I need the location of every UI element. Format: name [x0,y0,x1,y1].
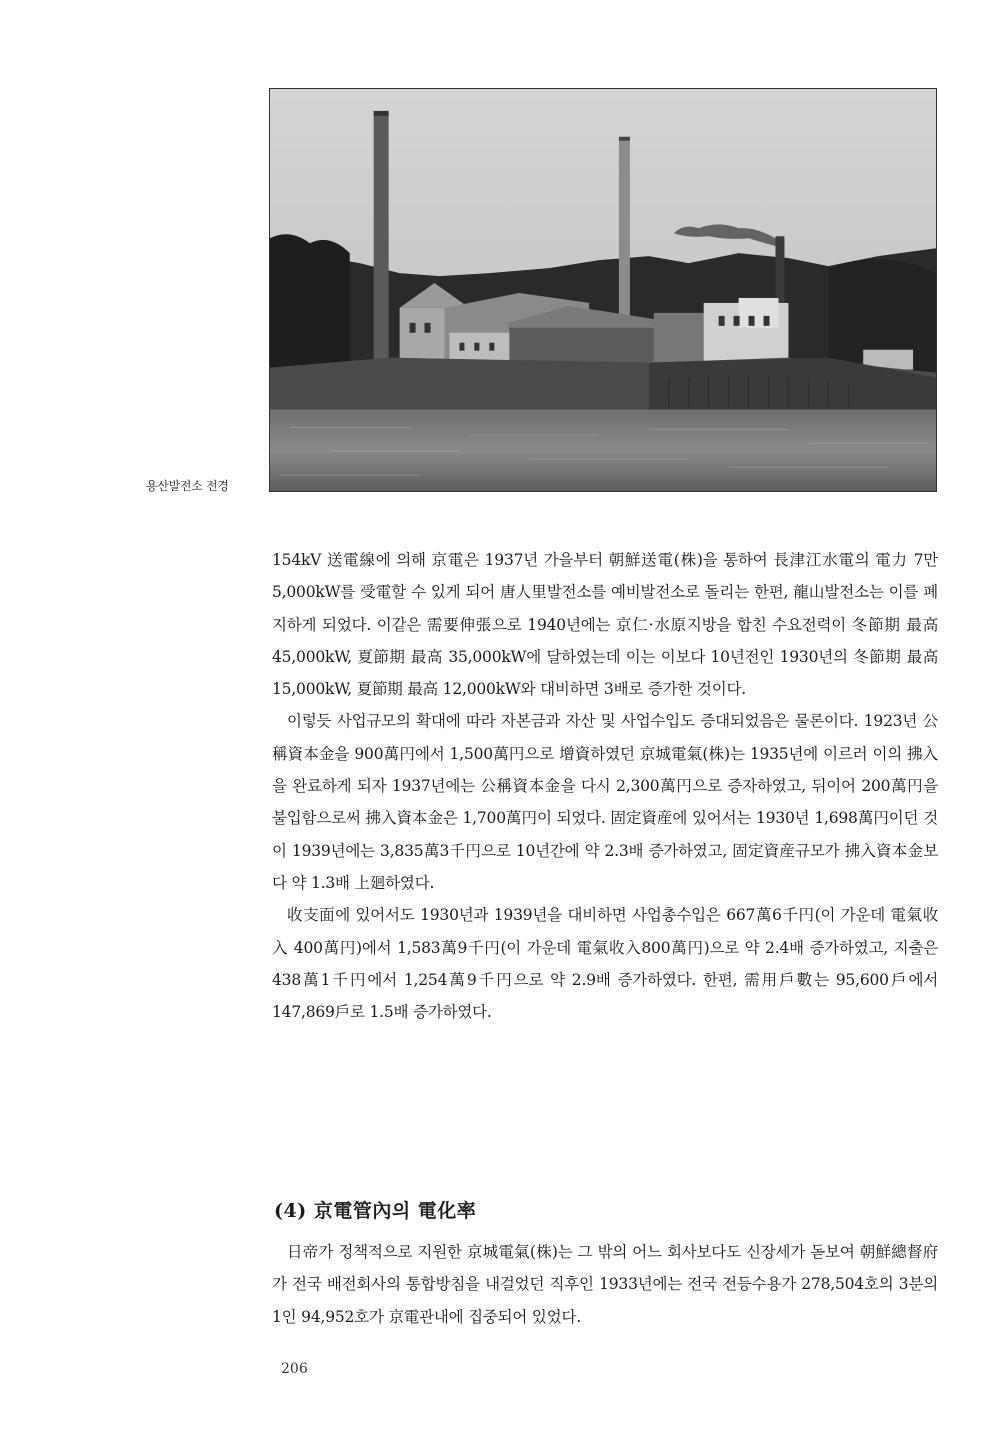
section-heading: (4) 京電管內의 電化率 [274,1200,477,1222]
photo-caption: 용산발전소 전경 [146,479,229,493]
power-plant-image [270,89,936,491]
page-number: 206 [281,1361,308,1377]
paragraph-3: 收支面에 있어서도 1930년과 1939년을 대비하면 사업총수입은 667萬6千円(이 가운데 電氣收入 400萬円)에서 1,583萬9千円(이 가운데 電氣收入800萬円)으로 약 2.4배 증가하였고, 지출은 438萬1千円에서 1,254萬9千円으로 약 2.9배 증가하였다. 한편, 需用戶數는 95,600戶에서 147,869戶로 1.5배 증가하였다. [272,906,938,1022]
power-plant-photo [269,88,937,492]
body-text [272,544,938,1028]
section-paragraph: 日帝가 정책적으로 지원한 京城電氣(株)는 그 밖의 어느 회사보다도 신장세가 돋보여 朝鮮總督府가 전국 배전회사의 통합방침을 내걸었던 직후인 1933년에는 전국 전등수용가 278,504호의 3분의 1인 94,952호가 京電관내에 집중되어 있었다. [272,1243,938,1326]
paragraph-1: 154kV 送電線에 의해 京電은 1937년 가을부터 朝鮮送電(株)을 통하여 長津江水電의 電力 7만5,000kW를 受電할 수 있게 되어 唐人里발전소를 예비발전소로 돌리는 한편, 龍山발전소는 이를 폐지하게 되었다. 이같은 需要伸張으로 1940년에는 京仁·水原지방을 합친 수요전력이 冬節期 最高 45,000kW, 夏節期 最高 35,000kW에 달하였는데 이는 이보다 10년전인 1930년의 冬節期 最高 15,000kW, 夏節期 最高 12,000kW와 대비하면 3배로 증가한 것이다. [272,551,938,699]
section-body [272,1236,938,1333]
paragraph-2: 이렇듯 사업규모의 확대에 따라 자본금과 자산 및 사업수입도 증대되었음은 물론이다. 1923년 公稱資本金을 900萬円에서 1,500萬円으로 增資하였던 京城電氣(株)는 1935년에 이르러 이의 拂入을 완료하게 되자 1937년에는 公稱資本金을 다시 2,300萬円으로 증자하였고, 뒤이어 200萬円을 불입함으로써 拂入資本金은 1,700萬円이 되었다. 固定資産에 있어서는 1930년 1,698萬円이던 것이 1939년에는 3,835萬3千円으로 10년간에 약 2.3배 증가하였고, 固定資産규모가 拂入資本金보다 약 1.3배 上廻하였다. [272,712,938,892]
